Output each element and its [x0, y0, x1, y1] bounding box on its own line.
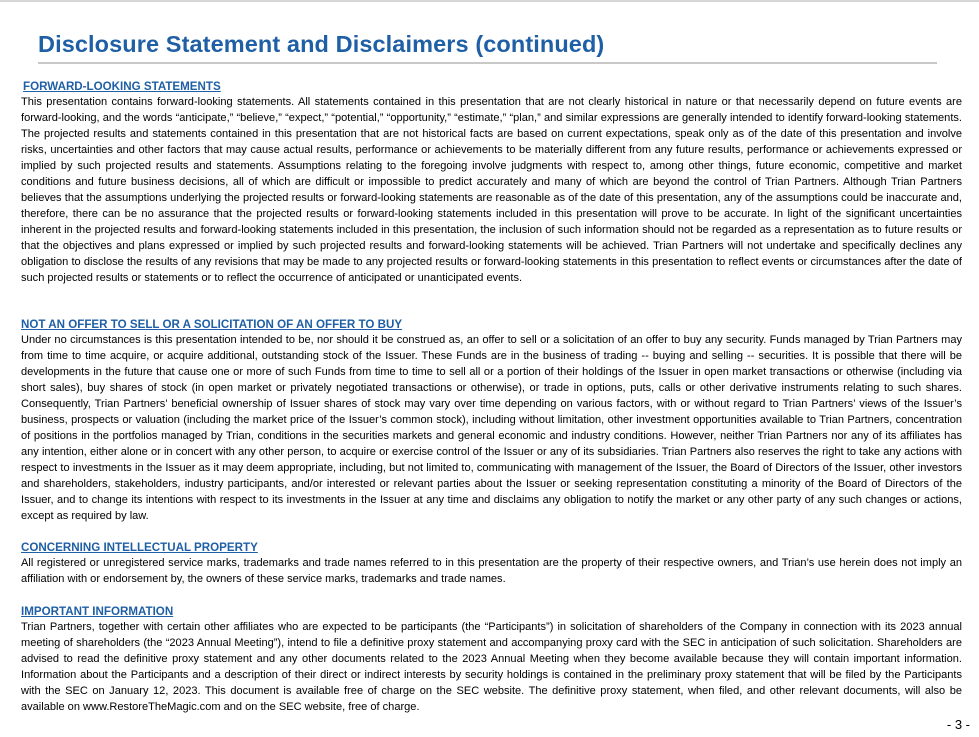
forward-looking-section	[21, 80, 962, 286]
title-divider	[38, 62, 937, 64]
intellectual-property-body: All registered or unregistered service marks, trademarks and trade names referred to in this presentation are the property of their respective owners, and Trian’s use herein does not imply an affiliation with or endorsement by, the owners of these service marks, trademarks and trade names.	[21, 557, 962, 585]
important-information-heading: IMPORTANT INFORMATION	[21, 605, 174, 618]
forward-looking-body: This presentation contains forward-looking statements. All statements contained in this presentation that are not clearly historical in nature or that necessarily depend on future events are forward-looking, and the words “anticipate,” “believe,” “expect,” “potential,” “opportunity,” “estimate,” “plan,” and similar expressions are generally intended to identify forward-looking statements. The projected results and statements contained in this presentation that are not historical facts are based on current expectations, speak only as of the date of this presentation and involve risks, uncertainties and other factors that may cause actual results, performance or achievements to be materially different from any future results, performance or achievements expressed or implied by such projected results and statements. Assumptions relating to the foregoing involve judgments with respect to, among other things, future economic, competitive and market conditions and future business decisions, all of which are difficult or impossible to predict accurately and many of which are beyond the control of Trian Partners. Although Trian Partners believes that the assumptions underlying the projected results or forward-looking statements are reasonable as of the date of this presentation, any of the assumptions could be inaccurate and, therefore, there can be no assurance that the projected results or forward-looking statements included in this presentation will prove to be accurate. In light of the significant uncertainties inherent in the projected results and forward-looking statements included in this presentation, the inclusion of such information should not be regarded as a representation as to future results or that the objectives and plans expressed or implied by such projected results and forward-looking statements will be achieved. Trian Partners will not undertake and specifically declines any obligation to disclose the results of any revisions that may be made to any projected results or forward-looking statements in this presentation to reflect events or circumstances after the date of such projected results or statements or to reflect the occurrence of anticipated or unanticipated events.	[21, 96, 962, 284]
not-an-offer-section	[21, 318, 962, 524]
important-information-body: Trian Partners, together with certain other affiliates who are expected to be participants (the “Participants”) in solicitation of shareholders of the Company in connection with its 2023 annual meeting of shareholders (the “2023 Annual Meeting”), intend to file a definitive proxy statement and accompanying proxy card with the SEC in anticipation of such solicitation. Shareholders are advised to read the definitive proxy statement and any other documents related to the 2023 Annual Meeting when they become available because they will contain important information. Information about the Participants and a description of their direct or indirect interests by security holdings is contained in the preliminary proxy statement that will be filed by the Participants with the SEC on January 12, 2023. This document is available free of charge on the SEC website. The definitive proxy statement, when filed, and other relevant documents, will also be available on www.RestoreTheMagic.com and on the SEC website, free of charge.	[21, 621, 962, 713]
forward-looking-heading: FORWARD-LOOKING STATEMENTS	[23, 80, 221, 93]
intellectual-property-heading: CONCERNING INTELLECTUAL PROPERTY	[21, 541, 258, 554]
important-information-section	[21, 605, 962, 715]
not-an-offer-heading: NOT AN OFFER TO SELL OR A SOLICITATION OF AN OFFER TO BUY	[21, 318, 403, 331]
page-number: - 3 -	[946, 717, 970, 732]
intellectual-property-section	[21, 541, 962, 587]
top-border	[0, 0, 979, 2]
page-title: Disclosure Statement and Disclaimers (continued)	[38, 31, 605, 57]
not-an-offer-body: Under no circumstances is this presentation intended to be, nor should it be construed as, an offer to sell or a solicitation of an offer to buy any security. Funds managed by Trian Partners may from time to time acquire, or acquire additional, outstanding stock of the Issuer. These Funds are in the business of trading -- buying and selling -- securities. It is possible that there will be developments in the future that cause one or more of such Funds from time to time to sell all or a portion of their holdings of the Issuer in open market transactions or otherwise (including via short sales), buy shares of stock (in open market or privately negotiated transactions or otherwise), or trade in options, puts, calls or other derivative instruments relating to such shares. Consequently, Trian Partners’ beneficial ownership of Issuer shares of stock may vary over time depending on various factors, with or without regard to Trian Partners’ views of the Issuer’s business, prospects or valuation (including the market price of the Issuer’s common stock), including without limitation, other investment opportunities available to Trian Partners, concentration of positions in the portfolios managed by Trian, conditions in the securities markets and general economic and industry conditions. However, neither Trian Partners nor any of its affiliates has any intention, either alone or in concert with any other person, to acquire or exercise control of the Issuer or any of its subsidiaries. Trian Partners also reserves the right to take any actions with respect to investments in the Issuer as it may deem appropriate, including, but not limited to, communicating with management of the Issuer, the Board of Directors of the Issuer, other investors and shareholders, stakeholders, industry participants, and/or interested or relevant parties about the Issuer or seeking representation constituting a minority of the Board of Directors of the Issuer, and to change its intentions with respect to its investments in the Issuer at any time and disclaims any obligation to notify the market or any other party of any such changes or actions, except as required by law.	[21, 334, 962, 522]
